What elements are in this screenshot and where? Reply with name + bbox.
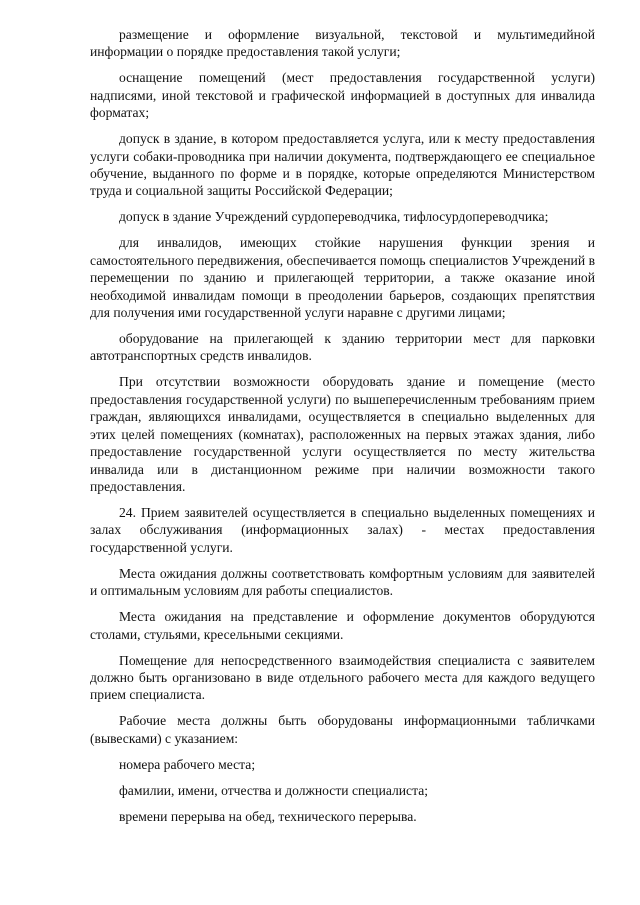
- paragraph-visual-info: размещение и оформление визуальной, текстовой и мультимедийной информации о порядке предоставления такой услуги;: [90, 27, 595, 60]
- list-item-specialist-name: фамилии, имени, отчества и должности специалиста;: [119, 782, 429, 798]
- paragraph-premises-signage: оснащение помещений (мест предоставления государственной услуги) надписями, иной текстовой и графической информацией в доступных для инвалида форматах;: [90, 70, 595, 121]
- list-item-workplace-number: номера рабочего места;: [119, 756, 256, 772]
- paragraph-waiting-furniture: Места ожидания на представление и оформление документов оборудуются столами, стульями, кресельными секциями.: [90, 609, 595, 642]
- paragraph-assistance-specialists: для инвалидов, имеющих стойкие нарушения функции зрения и самостоятельного передвижения, обеспечивается помощь специалистов Учреждений в перемещении по зданию и прилегающей территории, а также оказание иной необходимой инвалидам помощи в преодолении барьеров, создающих препятствия для получения ими государственной услуги наравне с другими лицами;: [90, 235, 595, 321]
- paragraph-parking: оборудование на прилегающей к зданию территории мест для парковки автотранспортных средств инвалидов.: [90, 331, 595, 364]
- list-item-break-time: времени перерыва на обед, технического перерыва.: [119, 808, 417, 824]
- paragraph-waiting-comfort: Места ожидания должны соответствовать комфортным условиям для заявителей и оптимальным условиям для работы специалистов.: [90, 565, 595, 599]
- paragraph-no-possibility: При отсутствии возможности оборудовать здание и помещение (место предоставления государственной услуги) по вышеперечисленным требованиям прием граждан, являющихся инвалидами, осуществляется в специально выделенных для этих целей помещениях (комнатах), расположенных на первых этажах здания, либо предоставление государственной услуги осуществляется по месту жительства инвалида или в дистанционном режиме при наличии возможности такого предоставления.: [90, 374, 595, 494]
- paragraph-workplace-signs: Рабочие места должны быть оборудованы информационными табличками (вывесками) с указанием:: [90, 713, 595, 746]
- paragraph-guide-dog-access: допуск в здание, в котором предоставляется услуга, или к месту предоставления услуги собаки-проводника при наличии документа, подтверждающего ее специальное обучение, выданного по форме и в порядке, которые определяются Министерством труда и социальной защиты Российской Федерации;: [90, 131, 595, 199]
- paragraph-workplace-organization: Помещение для непосредственного взаимодействия специалиста с заявителем должно быть организовано в виде отдельного рабочего места для каждого ведущего прием специалиста.: [90, 652, 595, 703]
- paragraph-sign-interpreter-access: допуск в здание Учреждений сурдопереводчика, тифлосурдопереводчика;: [119, 209, 549, 225]
- document-body: [90, 26, 595, 825]
- paragraph-item-24: 24. Прием заявителей осуществляется в специально выделенных помещениях и залах обслуживания (информационных залах) - местах предоставления государственной услуги.: [90, 504, 595, 555]
